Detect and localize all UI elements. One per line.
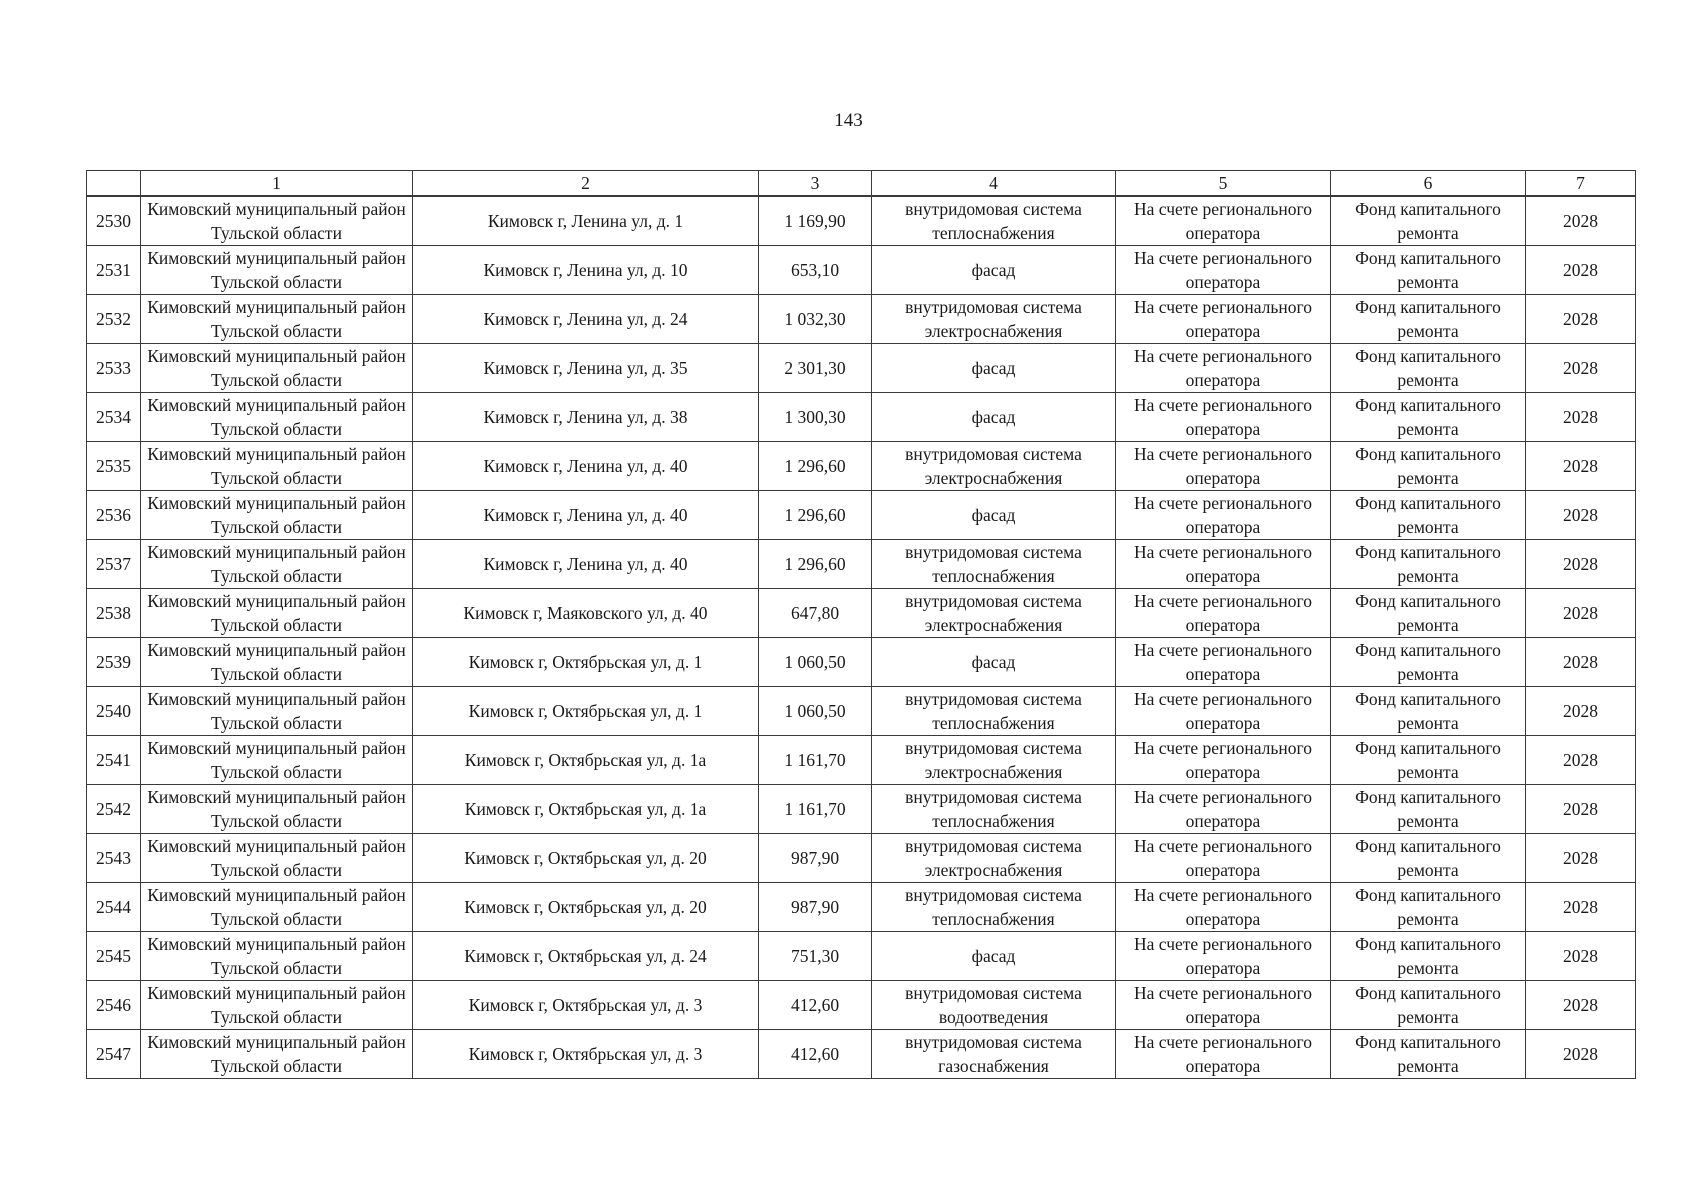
- column-header: 3: [759, 171, 872, 197]
- planned-year-cell: 2028: [1526, 491, 1636, 540]
- account-method-cell: На счете регионального оператора: [1116, 736, 1331, 785]
- column-header: 2: [413, 171, 759, 197]
- funding-source-cell: Фонд капитального ремонта: [1331, 540, 1526, 589]
- address-cell: Кимовск г, Ленина ул, д. 10: [413, 246, 759, 295]
- structural-element-cell: внутридомовая система теплоснабжения: [872, 687, 1116, 736]
- address-cell: Кимовск г, Ленина ул, д. 40: [413, 442, 759, 491]
- municipality-cell: Кимовский муниципальный район Тульской области: [141, 393, 413, 442]
- account-method-cell: На счете регионального оператора: [1116, 638, 1331, 687]
- planned-year-cell: 2028: [1526, 295, 1636, 344]
- planned-year-cell: 2028: [1526, 196, 1636, 246]
- column-header: 4: [872, 171, 1116, 197]
- row-number-cell: 2539: [87, 638, 141, 687]
- column-header: 7: [1526, 171, 1636, 197]
- area-cell: 412,60: [759, 981, 872, 1030]
- planned-year-cell: 2028: [1526, 736, 1636, 785]
- area-cell: 751,30: [759, 932, 872, 981]
- account-method-cell: На счете регионального оператора: [1116, 246, 1331, 295]
- municipality-cell: Кимовский муниципальный район Тульской области: [141, 736, 413, 785]
- account-method-cell: На счете регионального оператора: [1116, 196, 1331, 246]
- account-method-cell: На счете регионального оператора: [1116, 834, 1331, 883]
- funding-source-cell: Фонд капитального ремонта: [1331, 295, 1526, 344]
- table-row: [87, 638, 1636, 687]
- planned-year-cell: 2028: [1526, 883, 1636, 932]
- municipality-cell: Кимовский муниципальный район Тульской области: [141, 295, 413, 344]
- municipality-cell: Кимовский муниципальный район Тульской области: [141, 687, 413, 736]
- area-cell: 1 169,90: [759, 196, 872, 246]
- municipality-cell: Кимовский муниципальный район Тульской области: [141, 932, 413, 981]
- account-method-cell: На счете регионального оператора: [1116, 981, 1331, 1030]
- address-cell: Кимовск г, Октябрьская ул, д. 1а: [413, 736, 759, 785]
- table-row: [87, 785, 1636, 834]
- structural-element-cell: внутридомовая система электроснабжения: [872, 589, 1116, 638]
- address-cell: Кимовск г, Октябрьская ул, д. 3: [413, 981, 759, 1030]
- account-method-cell: На счете регионального оператора: [1116, 295, 1331, 344]
- row-number-cell: 2533: [87, 344, 141, 393]
- table-row: [87, 834, 1636, 883]
- account-method-cell: На счете регионального оператора: [1116, 344, 1331, 393]
- account-method-cell: На счете регионального оператора: [1116, 687, 1331, 736]
- planned-year-cell: 2028: [1526, 785, 1636, 834]
- municipality-cell: Кимовский муниципальный район Тульской области: [141, 442, 413, 491]
- funding-source-cell: Фонд капитального ремонта: [1331, 736, 1526, 785]
- column-number-header-row: [87, 171, 1636, 197]
- funding-source-cell: Фонд капитального ремонта: [1331, 589, 1526, 638]
- structural-element-cell: внутридомовая система электроснабжения: [872, 736, 1116, 785]
- area-cell: 412,60: [759, 1030, 872, 1079]
- funding-source-cell: Фонд капитального ремонта: [1331, 393, 1526, 442]
- funding-source-cell: Фонд капитального ремонта: [1331, 687, 1526, 736]
- planned-year-cell: 2028: [1526, 344, 1636, 393]
- address-cell: Кимовск г, Ленина ул, д. 24: [413, 295, 759, 344]
- municipality-cell: Кимовский муниципальный район Тульской области: [141, 638, 413, 687]
- table-row: [87, 540, 1636, 589]
- account-method-cell: На счете регионального оператора: [1116, 883, 1331, 932]
- area-cell: 1 296,60: [759, 442, 872, 491]
- row-number-cell: 2535: [87, 442, 141, 491]
- register-table: [86, 170, 1636, 1079]
- row-number-cell: 2541: [87, 736, 141, 785]
- column-header: [87, 171, 141, 197]
- row-number-cell: 2532: [87, 295, 141, 344]
- funding-source-cell: Фонд капитального ремонта: [1331, 344, 1526, 393]
- table-row: [87, 393, 1636, 442]
- row-number-cell: 2540: [87, 687, 141, 736]
- funding-source-cell: Фонд капитального ремонта: [1331, 246, 1526, 295]
- planned-year-cell: 2028: [1526, 932, 1636, 981]
- address-cell: Кимовск г, Ленина ул, д. 1: [413, 196, 759, 246]
- structural-element-cell: внутридомовая система водоотведения: [872, 981, 1116, 1030]
- row-number-cell: 2547: [87, 1030, 141, 1079]
- area-cell: 1 032,30: [759, 295, 872, 344]
- planned-year-cell: 2028: [1526, 246, 1636, 295]
- column-header: 5: [1116, 171, 1331, 197]
- table-row: [87, 491, 1636, 540]
- area-cell: 653,10: [759, 246, 872, 295]
- address-cell: Кимовск г, Ленина ул, д. 35: [413, 344, 759, 393]
- table-row: [87, 981, 1636, 1030]
- area-cell: 1 161,70: [759, 736, 872, 785]
- structural-element-cell: внутридомовая система теплоснабжения: [872, 540, 1116, 589]
- row-number-cell: 2542: [87, 785, 141, 834]
- row-number-cell: 2545: [87, 932, 141, 981]
- area-cell: 1 060,50: [759, 638, 872, 687]
- structural-element-cell: внутридомовая система электроснабжения: [872, 834, 1116, 883]
- structural-element-cell: фасад: [872, 491, 1116, 540]
- municipality-cell: Кимовский муниципальный район Тульской области: [141, 883, 413, 932]
- row-number-cell: 2531: [87, 246, 141, 295]
- table-row: [87, 883, 1636, 932]
- planned-year-cell: 2028: [1526, 442, 1636, 491]
- table-row: [87, 736, 1636, 785]
- area-cell: 987,90: [759, 834, 872, 883]
- planned-year-cell: 2028: [1526, 638, 1636, 687]
- table-row: [87, 932, 1636, 981]
- table-row: [87, 589, 1636, 638]
- area-cell: 1 060,50: [759, 687, 872, 736]
- municipality-cell: Кимовский муниципальный район Тульской области: [141, 491, 413, 540]
- table-row: [87, 344, 1636, 393]
- structural-element-cell: внутридомовая система теплоснабжения: [872, 196, 1116, 246]
- funding-source-cell: Фонд капитального ремонта: [1331, 1030, 1526, 1079]
- municipality-cell: Кимовский муниципальный район Тульской области: [141, 196, 413, 246]
- planned-year-cell: 2028: [1526, 540, 1636, 589]
- table-row: [87, 246, 1636, 295]
- area-cell: 2 301,30: [759, 344, 872, 393]
- address-cell: Кимовск г, Октябрьская ул, д. 1: [413, 687, 759, 736]
- row-number-cell: 2530: [87, 196, 141, 246]
- address-cell: Кимовск г, Ленина ул, д. 40: [413, 540, 759, 589]
- funding-source-cell: Фонд капитального ремонта: [1331, 491, 1526, 540]
- account-method-cell: На счете регионального оператора: [1116, 540, 1331, 589]
- address-cell: Кимовск г, Октябрьская ул, д. 20: [413, 883, 759, 932]
- address-cell: Кимовск г, Октябрьская ул, д. 24: [413, 932, 759, 981]
- account-method-cell: На счете регионального оператора: [1116, 785, 1331, 834]
- row-number-cell: 2543: [87, 834, 141, 883]
- row-number-cell: 2544: [87, 883, 141, 932]
- table-row: [87, 687, 1636, 736]
- table-row: [87, 442, 1636, 491]
- planned-year-cell: 2028: [1526, 687, 1636, 736]
- municipality-cell: Кимовский муниципальный район Тульской области: [141, 981, 413, 1030]
- row-number-cell: 2538: [87, 589, 141, 638]
- funding-source-cell: Фонд капитального ремонта: [1331, 932, 1526, 981]
- area-cell: 647,80: [759, 589, 872, 638]
- structural-element-cell: внутридомовая система газоснабжения: [872, 1030, 1116, 1079]
- planned-year-cell: 2028: [1526, 1030, 1636, 1079]
- row-number-cell: 2537: [87, 540, 141, 589]
- funding-source-cell: Фонд капитального ремонта: [1331, 834, 1526, 883]
- account-method-cell: На счете регионального оператора: [1116, 1030, 1331, 1079]
- address-cell: Кимовск г, Октябрьская ул, д. 20: [413, 834, 759, 883]
- account-method-cell: На счете регионального оператора: [1116, 932, 1331, 981]
- structural-element-cell: фасад: [872, 638, 1116, 687]
- table-row: [87, 196, 1636, 246]
- area-cell: 1 300,30: [759, 393, 872, 442]
- address-cell: Кимовск г, Октябрьская ул, д. 1а: [413, 785, 759, 834]
- municipality-cell: Кимовский муниципальный район Тульской области: [141, 834, 413, 883]
- structural-element-cell: внутридомовая система теплоснабжения: [872, 883, 1116, 932]
- account-method-cell: На счете регионального оператора: [1116, 491, 1331, 540]
- municipality-cell: Кимовский муниципальный район Тульской области: [141, 246, 413, 295]
- structural-element-cell: фасад: [872, 246, 1116, 295]
- account-method-cell: На счете регионального оператора: [1116, 393, 1331, 442]
- structural-element-cell: внутридомовая система электроснабжения: [872, 442, 1116, 491]
- area-cell: 1 296,60: [759, 491, 872, 540]
- planned-year-cell: 2028: [1526, 981, 1636, 1030]
- funding-source-cell: Фонд капитального ремонта: [1331, 883, 1526, 932]
- account-method-cell: На счете регионального оператора: [1116, 442, 1331, 491]
- area-cell: 1 296,60: [759, 540, 872, 589]
- area-cell: 987,90: [759, 883, 872, 932]
- address-cell: Кимовск г, Октябрьская ул, д. 3: [413, 1030, 759, 1079]
- account-method-cell: На счете регионального оператора: [1116, 589, 1331, 638]
- municipality-cell: Кимовский муниципальный район Тульской области: [141, 785, 413, 834]
- structural-element-cell: фасад: [872, 393, 1116, 442]
- planned-year-cell: 2028: [1526, 393, 1636, 442]
- structural-element-cell: фасад: [872, 344, 1116, 393]
- page-number: 143: [834, 110, 863, 131]
- structural-element-cell: фасад: [872, 932, 1116, 981]
- table-row: [87, 1030, 1636, 1079]
- table-body: [87, 196, 1636, 1079]
- row-number-cell: 2546: [87, 981, 141, 1030]
- row-number-cell: 2536: [87, 491, 141, 540]
- table-row: [87, 295, 1636, 344]
- municipality-cell: Кимовский муниципальный район Тульской области: [141, 344, 413, 393]
- address-cell: Кимовск г, Ленина ул, д. 40: [413, 491, 759, 540]
- planned-year-cell: 2028: [1526, 589, 1636, 638]
- structural-element-cell: внутридомовая система электроснабжения: [872, 295, 1116, 344]
- address-cell: Кимовск г, Маяковского ул, д. 40: [413, 589, 759, 638]
- address-cell: Кимовск г, Ленина ул, д. 38: [413, 393, 759, 442]
- municipality-cell: Кимовский муниципальный район Тульской области: [141, 1030, 413, 1079]
- funding-source-cell: Фонд капитального ремонта: [1331, 442, 1526, 491]
- column-header: 1: [141, 171, 413, 197]
- funding-source-cell: Фонд капитального ремонта: [1331, 785, 1526, 834]
- funding-source-cell: Фонд капитального ремонта: [1331, 638, 1526, 687]
- structural-element-cell: внутридомовая система теплоснабжения: [872, 785, 1116, 834]
- address-cell: Кимовск г, Октябрьская ул, д. 1: [413, 638, 759, 687]
- municipality-cell: Кимовский муниципальный район Тульской области: [141, 540, 413, 589]
- municipality-cell: Кимовский муниципальный район Тульской области: [141, 589, 413, 638]
- column-header: 6: [1331, 171, 1526, 197]
- funding-source-cell: Фонд капитального ремонта: [1331, 196, 1526, 246]
- funding-source-cell: Фонд капитального ремонта: [1331, 981, 1526, 1030]
- planned-year-cell: 2028: [1526, 834, 1636, 883]
- area-cell: 1 161,70: [759, 785, 872, 834]
- row-number-cell: 2534: [87, 393, 141, 442]
